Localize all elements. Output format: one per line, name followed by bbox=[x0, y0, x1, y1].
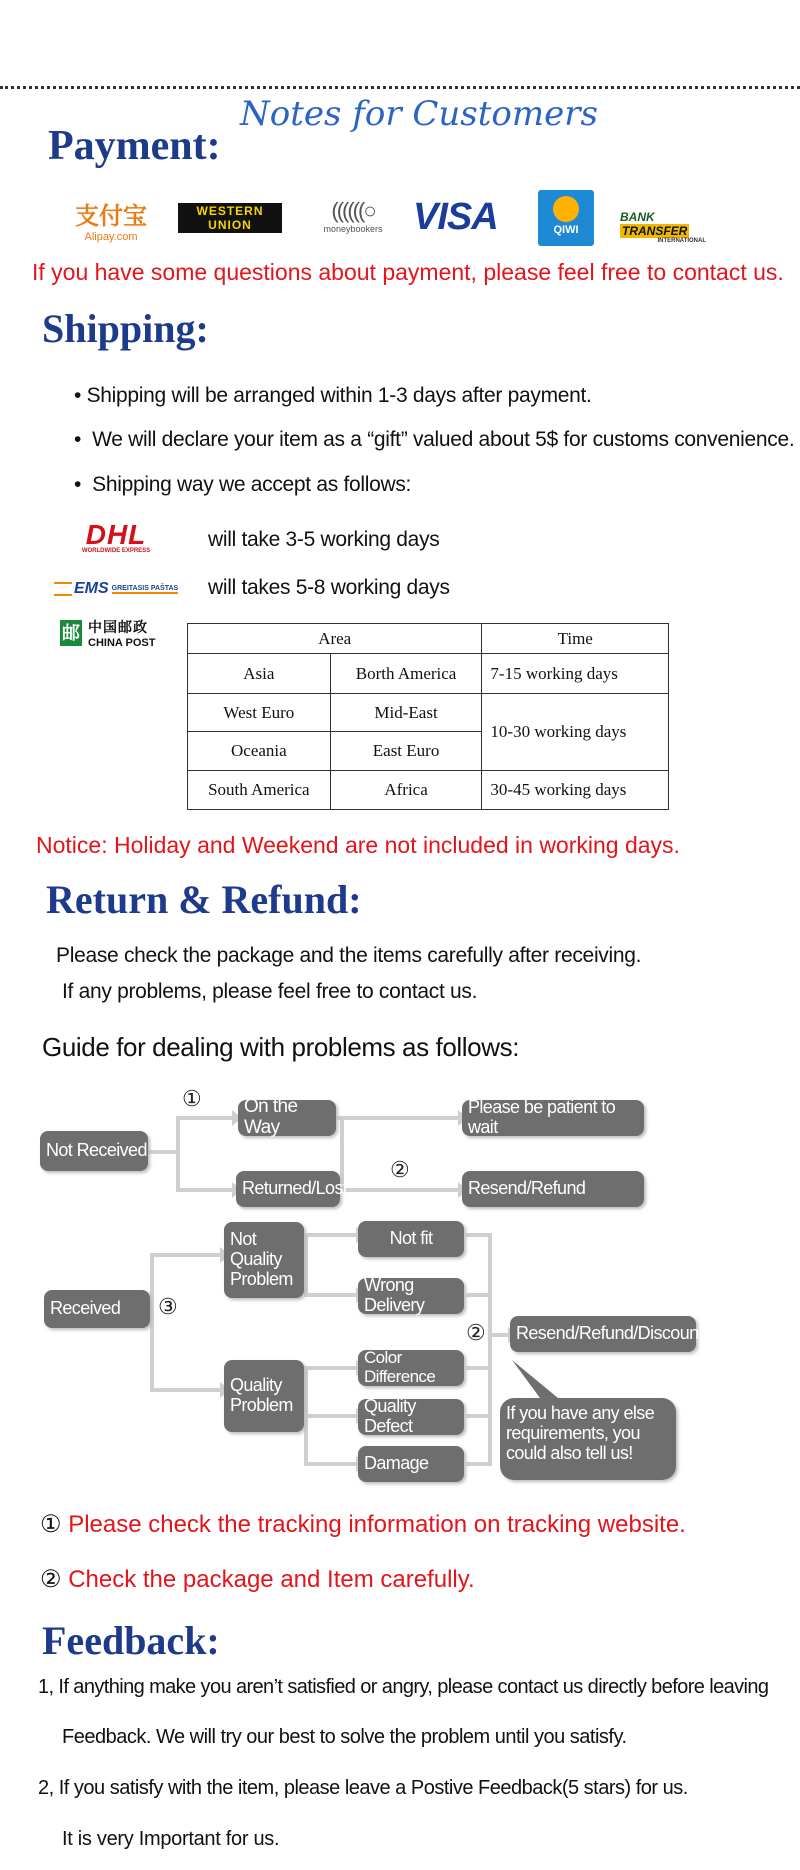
flow-quality-problem: Quality Problem bbox=[224, 1360, 304, 1432]
return-refund-title: Return & Refund: bbox=[46, 877, 362, 922]
table-cell-time: 7-15 working days bbox=[482, 654, 669, 694]
ems-logo-sub: GREITASIS PAŠTAS bbox=[111, 584, 179, 592]
flow-not-quality-problem: Not Quality Problem bbox=[224, 1222, 304, 1298]
shipping-bullet-2-text: We will declare your item as a “gift” valued about 5$ for customs convenience. bbox=[92, 428, 795, 451]
table-header-area: Area bbox=[188, 624, 482, 654]
flow-wrong-delivery: Wrong Delivery bbox=[358, 1278, 464, 1314]
flow-mark-1: ① bbox=[182, 1086, 202, 1111]
feedback-item-2-line-2: It is very Important for us. bbox=[62, 1828, 280, 1850]
table-cell-area: Borth America bbox=[330, 654, 482, 694]
china-post-cn: 中国邮政 bbox=[88, 619, 148, 635]
flow-on-the-way: On the Way bbox=[238, 1100, 336, 1136]
table-cell-area: South America bbox=[188, 771, 331, 810]
flow-returned-lost: Returned/Lost bbox=[236, 1171, 340, 1207]
tracking-note-2-mark: ② bbox=[40, 1566, 62, 1593]
flow-damage: Damage bbox=[358, 1446, 464, 1482]
connector-line bbox=[148, 1118, 232, 1152]
ems-logo bbox=[54, 578, 186, 600]
alipay-logo bbox=[68, 196, 154, 242]
ems-speed-lines-icon bbox=[54, 582, 72, 596]
bank-transfer-logo bbox=[620, 210, 706, 244]
tracking-note-1 bbox=[40, 1510, 686, 1539]
shipping-title: Shipping: bbox=[42, 306, 209, 351]
table-cell-area: East Euro bbox=[330, 732, 482, 771]
holiday-notice: Notice: Holiday and Weekend are not included in working days. bbox=[36, 832, 680, 858]
dotted-divider bbox=[0, 86, 800, 89]
connector-line bbox=[152, 1308, 220, 1390]
flow-resend-refund: Resend/Refund bbox=[462, 1171, 644, 1207]
feedback-item-1-line-2: Feedback. We will try our best to solve the problem until you satisfy. bbox=[62, 1726, 627, 1748]
table-cell-area: Asia bbox=[188, 654, 331, 694]
connector-line bbox=[306, 1255, 356, 1295]
ems-logo-mark: EMS bbox=[74, 580, 109, 597]
flow-color-difference: Color Difference bbox=[358, 1350, 464, 1386]
western-union-top: WESTERN bbox=[196, 204, 264, 218]
dhl-logo bbox=[66, 519, 166, 554]
table-cell-area: West Euro bbox=[188, 694, 331, 732]
flow-please-be-patient: Please be patient to wait bbox=[462, 1100, 644, 1136]
china-post-logo bbox=[60, 616, 180, 650]
visa-logo: VISA bbox=[413, 196, 498, 238]
flow-not-received: Not Received bbox=[40, 1131, 148, 1171]
bubble-tail-icon bbox=[512, 1360, 558, 1398]
moneybookers-mark: ((((((○ bbox=[331, 198, 375, 223]
feedback-title: Feedback: bbox=[42, 1618, 220, 1663]
qiwi-logo bbox=[538, 190, 594, 246]
flow-bubble: If you have any else requirements, you could also tell us! bbox=[500, 1398, 676, 1480]
payment-notice: If you have some questions about payment, please feel free to contact us. bbox=[32, 259, 784, 285]
flow-mark-3: ③ bbox=[158, 1294, 178, 1319]
tracking-note-1-mark: ① bbox=[40, 1511, 62, 1538]
flow-quality-defect: Quality Defect bbox=[358, 1399, 464, 1435]
tracking-note-2-text: Check the package and Item carefully. bbox=[68, 1566, 475, 1593]
table-cell-time: 10-30 working days bbox=[482, 694, 669, 771]
shipping-bullet-3-text: Shipping way we accept as follows: bbox=[92, 473, 412, 496]
moneybookers-logo bbox=[318, 198, 388, 242]
shipping-bullet-2: • We will declare your item as a “gift” valued about 5$ for customs convenience. bbox=[74, 428, 795, 451]
tracking-note-1-text: Please check the tracking information on tracking website. bbox=[68, 1511, 686, 1538]
connector-line bbox=[306, 1390, 356, 1416]
payment-title: Payment: bbox=[48, 123, 221, 169]
table-cell-area: Oceania bbox=[188, 732, 331, 771]
flow-mark-2b: ② bbox=[466, 1320, 486, 1345]
notes-title: Notes for Customers bbox=[240, 94, 598, 134]
guide-heading: Guide for dealing with problems as follows: bbox=[42, 1032, 520, 1062]
flow-mark-2: ② bbox=[390, 1157, 410, 1182]
connector-line bbox=[306, 1235, 356, 1255]
table-cell-area: Africa bbox=[330, 771, 482, 810]
alipay-logo-sub: Alipay.com bbox=[84, 231, 138, 243]
flow-not-fit: Not fit bbox=[358, 1221, 464, 1257]
western-union-bottom: UNION bbox=[208, 218, 252, 232]
connector-line bbox=[178, 1152, 232, 1190]
connector-line bbox=[466, 1235, 490, 1464]
moneybookers-label: moneybookers bbox=[323, 224, 383, 234]
qiwi-label: QIWI bbox=[553, 224, 579, 236]
connector-line bbox=[306, 1390, 356, 1464]
feedback-item-1-line-1: 1, If anything make you aren’t satisfied or angry, please contact us directly before leaving bbox=[38, 1676, 769, 1698]
table-header-time: Time bbox=[482, 624, 669, 654]
dhl-delivery-time: will take 3-5 working days bbox=[208, 528, 440, 551]
return-line-1: Please check the package and the items carefully after receiving. bbox=[56, 944, 642, 967]
bank-transfer-bottom: TRANSFER bbox=[622, 224, 688, 238]
qiwi-circle-icon bbox=[553, 196, 579, 222]
shipping-bullet-3: • Shipping way we accept as follows: bbox=[74, 473, 412, 496]
flow-resend-refund-discount: Resend/Refund/Discount bbox=[510, 1316, 696, 1352]
return-line-2: If any problems, please feel free to contact us. bbox=[62, 980, 478, 1003]
western-union-logo bbox=[178, 203, 282, 233]
shipping-time-table bbox=[187, 623, 669, 810]
flow-received: Received bbox=[44, 1290, 150, 1328]
connector-line bbox=[306, 1368, 356, 1390]
shipping-bullet-1-text: Shipping will be arranged within 1-3 days after payment. bbox=[86, 384, 592, 407]
alipay-logo-main: 支付宝 bbox=[75, 203, 147, 230]
china-post-emblem-icon: 邮 bbox=[60, 620, 82, 646]
dhl-logo-sub: WORLDWIDE EXPRESS bbox=[81, 548, 151, 554]
ems-delivery-time: will takes 5-8 working days bbox=[208, 576, 450, 599]
dhl-logo-mark: DHL bbox=[85, 519, 147, 550]
shipping-bullet-1: • Shipping will be arranged within 1-3 days after payment. bbox=[74, 384, 592, 407]
table-cell-time: 30-45 working days bbox=[482, 771, 669, 810]
tracking-note-2 bbox=[40, 1565, 475, 1594]
bank-transfer-sub: INTERNATIONAL bbox=[657, 238, 706, 244]
china-post-en: CHINA POST bbox=[88, 637, 156, 649]
table-cell-area: Mid-East bbox=[330, 694, 482, 732]
feedback-item-2-line-1: 2, If you satisfy with the item, please leave a Postive Feedback(5 stars) for us. bbox=[38, 1777, 688, 1799]
bank-transfer-top: BANK bbox=[620, 210, 655, 224]
